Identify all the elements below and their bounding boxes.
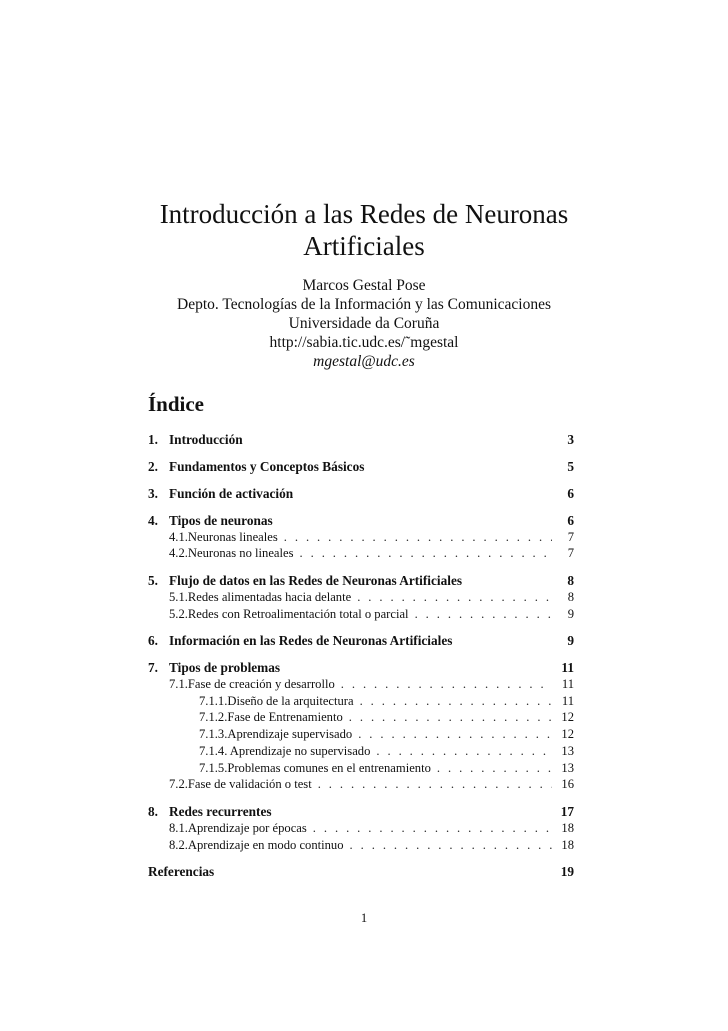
toc-entry-page: 13: [561, 761, 574, 775]
toc-entry-title: Aprendizaje por épocas: [187, 821, 307, 835]
toc-entry-page: 19: [560, 864, 574, 879]
toc-entry-number: 8.2.: [169, 838, 188, 852]
toc-entry-title: Redes alimentadas hacia delante: [187, 590, 352, 604]
toc-entry-title: Neuronas lineales: [187, 530, 278, 544]
toc-entry-page: 3: [567, 432, 574, 447]
toc-entry-page: 11: [561, 660, 574, 675]
toc-entry-page: 12: [561, 727, 574, 741]
toc-entry-page: 12: [561, 710, 574, 724]
toc-entry-number: 2.: [148, 459, 158, 474]
toc-entry-number: 7.1.3.: [199, 727, 228, 741]
toc-entry-page: 9: [567, 607, 574, 621]
toc-entry-title: Redes recurrentes: [169, 804, 272, 819]
author-university: Universidade da Coruña: [288, 315, 440, 332]
toc-entry-page: 18: [561, 838, 574, 852]
toc-entry-number: 6.: [148, 633, 158, 648]
toc-entry-number: 8.: [148, 804, 158, 819]
toc-entry-page: 8: [567, 573, 574, 588]
toc-entry[interactable]: [148, 459, 574, 476]
toc-dot-leader: [357, 590, 552, 605]
toc-entry[interactable]: [148, 590, 574, 607]
toc-entry-title: Introducción: [169, 432, 243, 447]
toc-dot-leader: [350, 838, 552, 853]
toc-entry-number: 4.2.: [169, 546, 188, 560]
toc-entry-title: Aprendizaje supervisado: [227, 727, 353, 741]
toc-entry-title: Información en las Redes de Neuronas Artificiales: [169, 633, 453, 648]
toc-entry-number: 7.1.1.: [199, 694, 228, 708]
toc-entry-number: 7.1.5.: [199, 761, 228, 775]
author-name: Marcos Gestal Pose: [302, 277, 426, 294]
toc-dot-leader: [349, 710, 552, 725]
toc-entry-title: Tipos de problemas: [169, 660, 281, 675]
author-department: Depto. Tecnologías de la Información y las Comunicaciones: [177, 296, 551, 313]
toc-entry[interactable]: [148, 677, 574, 694]
toc-dot-leader: [284, 530, 552, 545]
toc-entry-page: 17: [560, 804, 574, 819]
toc-entry-title: Fase de validación o test: [187, 777, 312, 791]
toc-entry-number: 5.: [148, 573, 158, 588]
toc-entry-page: 7: [567, 546, 574, 560]
toc-dot-leader: [313, 821, 552, 836]
toc-entry-title: Flujo de datos en las Redes de Neuronas Artificiales: [169, 573, 463, 588]
toc-entry[interactable]: [148, 432, 574, 449]
toc-entry-number: 5.1.: [169, 590, 188, 604]
toc-entry-page: 6: [567, 513, 574, 528]
toc-entry-number: 7.: [148, 660, 158, 675]
toc-entry-page: 6: [567, 486, 574, 501]
toc-dot-leader: [415, 607, 552, 622]
toc-entry[interactable]: [148, 744, 574, 761]
author-block: [0, 276, 728, 371]
toc-entry-number: 3.: [148, 486, 158, 501]
toc-entry-number: 1.: [148, 432, 158, 447]
toc-entry[interactable]: [148, 573, 574, 590]
toc-dot-leader: [341, 677, 552, 692]
toc-entry[interactable]: [148, 633, 574, 650]
toc-entry[interactable]: [148, 660, 574, 677]
toc-entry[interactable]: [148, 607, 574, 624]
toc-dot-leader: [360, 694, 552, 709]
toc-entry-number: 4.1.: [169, 530, 188, 544]
toc-entry-title: Problemas comunes en el entrenamiento: [227, 761, 431, 775]
toc-entry[interactable]: [148, 530, 574, 547]
toc-entry-number: 7.1.: [169, 677, 188, 691]
toc-entry-number: 4.: [148, 513, 158, 528]
toc-entry[interactable]: [148, 486, 574, 503]
toc-entry[interactable]: [148, 710, 574, 727]
toc-entry-title: Diseño de la arquitectura: [227, 694, 354, 708]
toc-entry[interactable]: [148, 761, 574, 778]
toc-entry-number: 7.1.4.: [199, 744, 228, 758]
title-line-1: Introducción a las Redes de Neuronas: [159, 199, 569, 229]
toc-entry-number: 8.1.: [169, 821, 188, 835]
toc-entry-page: 11: [561, 694, 574, 708]
page-number: 1: [360, 911, 368, 925]
document-title: [0, 198, 728, 262]
toc-heading: Índice: [148, 392, 205, 416]
toc-entry-title: Referencias: [148, 864, 215, 879]
toc-entry[interactable]: [148, 804, 574, 821]
toc-dot-leader: [358, 727, 552, 742]
toc-dot-leader: [437, 761, 552, 776]
toc-entry-title: Aprendizaje no supervisado: [227, 744, 371, 758]
toc-entry[interactable]: [148, 694, 574, 711]
toc-dot-leader: [318, 777, 552, 792]
toc-entry-title: Fase de creación y desarrollo: [187, 677, 335, 691]
toc-entry-page: 8: [567, 590, 574, 604]
toc-entry-title: Función de activación: [169, 486, 294, 501]
toc-entry[interactable]: [148, 864, 574, 881]
toc-entry-page: 13: [561, 744, 574, 758]
toc-entry-title: Fase de Entrenamiento: [227, 710, 343, 724]
toc-entry-page: 18: [561, 821, 574, 835]
toc-entry[interactable]: [148, 727, 574, 744]
toc-entry-title: Neuronas no lineales: [187, 546, 294, 560]
author-url[interactable]: http://sabia.tic.udc.es/˜mgestal: [269, 334, 459, 351]
toc-entry[interactable]: [148, 546, 574, 563]
author-email[interactable]: mgestal@udc.es: [313, 353, 415, 370]
toc-entry-title: Fundamentos y Conceptos Básicos: [169, 459, 365, 474]
toc-entry-page: 9: [567, 633, 574, 648]
toc-entry-page: 7: [567, 530, 574, 544]
toc-entry-title: Aprendizaje en modo continuo: [187, 838, 344, 852]
toc-entry-title: Tipos de neuronas: [169, 513, 273, 528]
toc-entry[interactable]: [148, 513, 574, 530]
toc-entry-number: 7.2.: [169, 777, 188, 791]
toc-entry-page: 11: [561, 677, 574, 691]
toc-dot-leader: [300, 546, 552, 561]
toc-entry-number: 5.2.: [169, 607, 188, 621]
title-line-2: Artificiales: [303, 231, 425, 261]
toc-dot-leader: [376, 744, 552, 759]
toc-entry[interactable]: [148, 777, 574, 794]
toc-entry[interactable]: [148, 838, 574, 855]
toc-entry-page: 16: [561, 777, 574, 791]
toc-entry[interactable]: [148, 821, 574, 838]
toc-entry-page: 5: [567, 459, 574, 474]
toc-entry-number: 7.1.2.: [199, 710, 228, 724]
toc-entry-title: Redes con Retroalimentación total o parcial: [187, 607, 409, 621]
